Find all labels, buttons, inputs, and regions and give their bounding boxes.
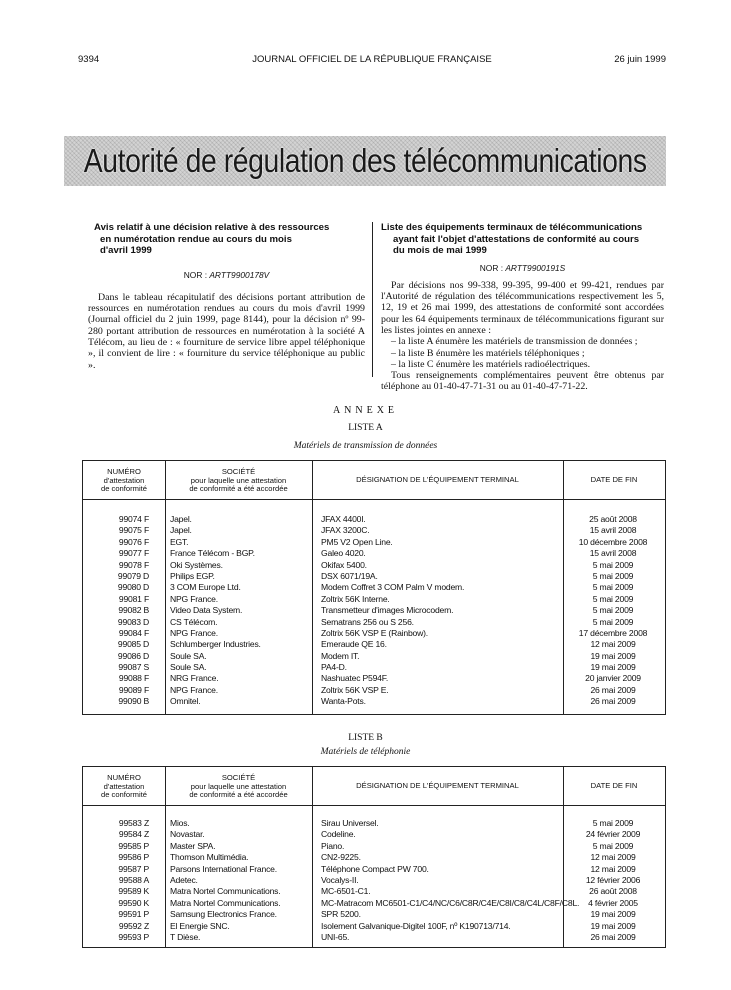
societe-cell: Omnitel. — [170, 696, 201, 707]
header-text: de conformité a été accordée — [189, 790, 288, 800]
table-row — [83, 696, 665, 707]
avis-title-line: en numérotation rendue au cours du mois — [100, 233, 292, 245]
header-text: NUMÉRO — [107, 467, 141, 476]
date-fin-cell: 19 mai 2009 — [590, 909, 636, 920]
designation-cell: PM5 V2 Open Line. — [321, 536, 393, 547]
avis-title-line: d'avril 1999 — [100, 245, 152, 257]
table-row — [83, 560, 665, 571]
societe-cell: CS Télécom. — [170, 616, 218, 627]
annexe-title: ANNEXE — [332, 405, 399, 416]
societe-cell: Parsons International France. — [170, 863, 277, 874]
header-text: pour laquelle une attestation — [190, 781, 287, 791]
table-row — [83, 605, 665, 616]
header-date-fin: DATE DE FIN — [590, 781, 638, 790]
date-fin-cell: 26 mai 2009 — [590, 696, 636, 707]
liste-items — [381, 336, 664, 370]
societe-cell: Master SPA. — [170, 840, 216, 851]
designation-cell: Sirau Universel. — [321, 818, 379, 828]
numero-cell: 99592 Z — [118, 920, 149, 931]
liste-b-subtitle: Matériels de téléphonie — [320, 747, 411, 757]
header-text: SOCIÉTÉ — [221, 467, 256, 476]
table-row — [83, 628, 665, 639]
societe-cell: NPG France. — [170, 684, 218, 695]
designation-cell: UNI-65. — [321, 931, 350, 942]
date-fin-cell: 25 août 2008 — [589, 514, 637, 524]
societe-cell: NPG France. — [170, 627, 218, 638]
designation-cell: MC-6501-C1. — [321, 886, 371, 897]
numero-cell: 99080 D — [117, 582, 149, 593]
date-fin-cell: 19 mai 2009 — [590, 650, 636, 661]
table-row — [83, 514, 665, 525]
date-fin-cell: 12 mai 2009 — [590, 863, 636, 874]
designation-cell: Okifax 5400. — [321, 559, 367, 570]
liste-a-subtitle: Matériels de transmission de données — [293, 441, 438, 451]
societe-cell: Japel. — [170, 525, 192, 536]
numero-cell: 99089 F — [118, 684, 149, 695]
designation-cell: Piano. — [321, 840, 345, 851]
liste-nor — [381, 263, 664, 273]
societe-cell: Oki Systèmes. — [170, 559, 223, 570]
nor-code: ARTT9900191S — [505, 262, 566, 273]
header-text: NUMÉRO — [107, 773, 141, 782]
numero-cell: 99587 P — [118, 863, 149, 874]
numero-cell: 99074 F — [118, 514, 149, 524]
table-row — [83, 909, 665, 920]
header-societe — [165, 468, 312, 494]
societe-cell: France Télécom - BGP. — [170, 548, 255, 559]
date-fin-cell: 26 août 2008 — [589, 886, 637, 897]
numero-cell: 99583 Z — [118, 818, 149, 828]
avis-body: Dans le tableau récapitulatif des décisions portant attribution de ressources en numérotation rendues au cours du mois d'avril 1999 (Journal officiel du 2 juin 1999, page 8144), pour la décision nº 99-280 portant attribution de ressources en numérotation à la société A Télécom, au lieu de : « fourniture de service libre appel téléphonique », il convient de lire : « fourniture du service téléphonique au public ». — [88, 291, 365, 371]
societe-cell: NPG France. — [170, 593, 218, 604]
journal-title: JOURNAL OFFICIEL DE LA RÉPUBLIQUE FRANÇAISE — [252, 54, 492, 65]
designation-cell: SPR 5200. — [321, 909, 361, 920]
numero-cell: 99088 F — [118, 673, 149, 684]
societe-cell: Schlumberger Industries. — [170, 639, 261, 650]
numero-cell: 99079 D — [117, 570, 149, 581]
societe-cell: Philips EGP. — [170, 570, 215, 581]
date-fin-cell: 4 février 2005 — [588, 897, 638, 908]
liste-b-rows — [83, 818, 665, 943]
table-row — [83, 886, 665, 897]
liste-title-line: ayant fait l'objet d'attestations de conformité au cours — [393, 233, 640, 245]
header-rule — [83, 499, 665, 500]
societe-cell: T Dièse. — [170, 931, 201, 942]
liste-title-line: du mois de mai 1999 — [393, 245, 487, 257]
page-header — [78, 54, 666, 68]
table-row — [83, 932, 665, 943]
societe-cell: Adetec. — [170, 874, 198, 885]
table-row — [83, 921, 665, 932]
designation-cell: Nashuatec P594F. — [321, 673, 389, 684]
numero-cell: 99086 D — [117, 650, 149, 661]
date-fin-cell: 12 février 2006 — [585, 874, 641, 885]
numero-cell: 99090 B — [118, 696, 149, 707]
designation-cell: Transmetteur d'images Microcodem. — [321, 605, 454, 616]
avis-title-line: Avis relatif à une décision relative à des ressources — [94, 222, 330, 233]
table-row — [83, 617, 665, 628]
date-fin-cell: 5 mai 2009 — [592, 593, 634, 604]
numero-cell: 99085 D — [117, 639, 149, 650]
date-fin-cell: 5 mai 2009 — [592, 582, 634, 593]
date-fin-cell: 10 décembre 2008 — [578, 536, 648, 547]
numero-cell: 99083 D — [117, 616, 149, 627]
societe-cell: Soule SA. — [170, 662, 207, 673]
header-text: SOCIÉTÉ — [221, 773, 256, 782]
avis-article — [88, 222, 365, 371]
designation-cell: CN2-9225. — [321, 852, 361, 863]
numero-cell: 99588 A — [118, 874, 149, 885]
numero-cell: 99081 F — [118, 593, 149, 604]
numero-cell: 99584 Z — [118, 829, 149, 840]
liste-a-title: LISTE A — [348, 423, 383, 433]
numero-cell: 99075 F — [118, 525, 149, 536]
table-row — [83, 685, 665, 696]
table-row — [83, 662, 665, 673]
date-fin-cell: 5 mai 2009 — [592, 818, 634, 828]
societe-cell: Matra Nortel Communications. — [170, 886, 281, 897]
designation-cell: JFAX 3200C. — [321, 525, 370, 536]
designation-cell: PA4-D. — [321, 662, 347, 673]
numero-cell: 99078 F — [118, 559, 149, 570]
societe-cell: NRG France. — [170, 673, 219, 684]
liste-b-title: LISTE B — [348, 733, 383, 743]
numero-cell: 99077 F — [118, 548, 149, 559]
date-fin-cell: 26 mai 2009 — [590, 931, 636, 942]
date-fin-cell: 12 mai 2009 — [590, 639, 636, 650]
numero-cell: 99590 K — [118, 897, 149, 908]
header-text: d'attestation — [103, 475, 145, 485]
table-row — [83, 582, 665, 593]
table-row — [83, 571, 665, 582]
date-fin-cell: 17 décembre 2008 — [578, 627, 648, 638]
designation-cell: Wanta-Pots. — [321, 696, 366, 707]
table-row — [83, 852, 665, 863]
header-text: de conformité — [100, 484, 147, 494]
numero-cell: 99082 B — [118, 605, 149, 616]
table-row — [83, 898, 665, 909]
table-row — [83, 537, 665, 548]
table-row — [83, 525, 665, 536]
avis-title — [88, 222, 365, 257]
designation-cell: Vocalys-II. — [321, 874, 359, 885]
date-fin-cell: 20 janvier 2009 — [585, 673, 641, 684]
date-fin-cell: 5 mai 2009 — [592, 570, 634, 581]
numero-cell: 99585 P — [118, 840, 149, 851]
societe-cell: Samsung Electronics France. — [170, 909, 277, 920]
header-numero — [83, 468, 165, 494]
designation-cell: MC-Matracom MC6501-C1/C4/NC/C6/C8R/C4E/C8I/C8/C4L/C8F/C8L. — [321, 897, 580, 908]
numero-cell: 99076 F — [118, 536, 149, 547]
numero-cell: 99084 F — [118, 627, 149, 638]
avis-nor — [88, 270, 365, 280]
table-row — [83, 673, 665, 684]
header-text: d'attestation — [103, 781, 145, 791]
numero-cell: 99586 P — [118, 852, 149, 863]
page-number: 9394 — [78, 54, 100, 65]
date-fin-cell: 12 mai 2009 — [590, 852, 636, 863]
societe-cell: 3 COM Europe Ltd. — [170, 582, 241, 593]
list-item: – la liste A énumère les matériels de transmission de données ; — [391, 336, 638, 348]
header-text: pour laquelle une attestation — [190, 475, 287, 485]
designation-cell: DSX 6071/19A. — [321, 570, 378, 581]
header-rule — [83, 805, 665, 806]
nor-label: NOR : — [479, 262, 504, 273]
table-row — [83, 651, 665, 662]
header-text: de conformité — [100, 790, 147, 800]
issue-date: 26 juin 1999 — [614, 54, 666, 65]
societe-cell: Matra Nortel Communications. — [170, 897, 281, 908]
designation-cell: Zoltrix 56K Interne. — [321, 593, 390, 604]
nor-label: NOR : — [183, 269, 208, 280]
table-row — [83, 639, 665, 650]
table-row — [83, 875, 665, 886]
designation-cell: Modem IT. — [321, 650, 360, 661]
numero-cell: 99591 P — [118, 909, 149, 920]
designation-cell: Isolement Galvanique-Digitel 100F, nº K190713/714. — [321, 920, 511, 931]
table-row — [83, 548, 665, 559]
designation-cell: Téléphone Compact PW 700. — [321, 863, 429, 874]
header-text: de conformité a été accordée — [189, 484, 288, 494]
header-designation: DÉSIGNATION DE L'ÉQUIPEMENT TERMINAL — [356, 781, 519, 790]
table-row — [83, 864, 665, 875]
designation-cell: Sematrans 256 ou S 256. — [321, 616, 414, 627]
date-fin-cell: 5 mai 2009 — [592, 559, 634, 570]
table-row — [83, 841, 665, 852]
date-fin-cell: 5 mai 2009 — [592, 605, 634, 616]
designation-cell: Codeline. — [321, 829, 356, 840]
date-fin-cell: 15 avril 2008 — [589, 548, 637, 559]
liste-intro: Par décisions nos 99-338, 99-395, 99-400 et 99-421, rendues par l'Autorité de régulation des télécommunications respectivement les 5, 12, 19 et 26 mai 1999, des attestations de conformité sont accordées pour les 64 équipements terminaux de télécommunications figurant sur les listes jointes en annexe : — [381, 279, 664, 336]
header-designation: DÉSIGNATION DE L'ÉQUIPEMENT TERMINAL — [356, 475, 519, 484]
societe-cell: Thomson Multimédia. — [170, 852, 249, 863]
societe-cell: El Energie SNC. — [170, 920, 230, 931]
date-fin-cell: 5 mai 2009 — [592, 840, 634, 851]
date-fin-cell: 5 mai 2009 — [592, 616, 634, 627]
date-fin-cell: 19 mai 2009 — [590, 662, 636, 673]
list-item: – la liste B énumère les matériels téléphoniques ; — [391, 347, 585, 359]
column-divider — [372, 222, 373, 377]
societe-cell: Video Data System. — [170, 605, 243, 616]
liste-b-table — [82, 766, 666, 948]
societe-cell: Mios. — [170, 818, 190, 828]
designation-cell: Emeraude QE 16. — [321, 639, 387, 650]
designation-cell: Zoltrix 56K VSP E (Rainbow). — [321, 627, 428, 638]
liste-title — [381, 222, 664, 257]
list-item: – la liste C énumère les matériels radioélectriques. — [391, 358, 591, 370]
section-banner — [64, 136, 666, 186]
table-row — [83, 594, 665, 605]
designation-cell: Modem Coffret 3 COM Palm V modem. — [321, 582, 465, 593]
societe-cell: Novastar. — [170, 829, 205, 840]
designation-cell: JFAX 4400I. — [321, 514, 366, 524]
header-numero — [83, 774, 165, 800]
banner-title: Autorité de régulation des télécommunications — [83, 142, 647, 179]
liste-contact: Tous renseignements complémentaires peuvent être obtenus par téléphone au 01-40-47-71-31 ou au 01-40-47-71-22. — [381, 370, 664, 393]
header-societe — [165, 774, 312, 800]
numero-cell: 99593 P — [118, 931, 149, 942]
nor-code: ARTT9900178V — [209, 269, 270, 280]
table-row — [83, 829, 665, 840]
numero-cell: 99589 K — [118, 886, 149, 897]
societe-cell: EGT. — [170, 536, 189, 547]
table-row — [83, 818, 665, 829]
numero-cell: 99087 S — [118, 662, 149, 673]
liste-article — [381, 222, 664, 393]
date-fin-cell: 19 mai 2009 — [590, 920, 636, 931]
date-fin-cell: 24 février 2009 — [585, 829, 641, 840]
header-date-fin: DATE DE FIN — [590, 475, 638, 484]
liste-a-rows — [83, 514, 665, 708]
societe-cell: Japel. — [170, 514, 192, 524]
date-fin-cell: 15 avril 2008 — [589, 525, 637, 536]
date-fin-cell: 26 mai 2009 — [590, 684, 636, 695]
liste-title-line: Liste des équipements terminaux de télécommunications — [381, 222, 643, 233]
liste-a-table — [82, 460, 666, 715]
societe-cell: Soule SA. — [170, 650, 207, 661]
designation-cell: Zoltrix 56K VSP E. — [321, 684, 389, 695]
designation-cell: Galeo 4020. — [321, 548, 366, 559]
